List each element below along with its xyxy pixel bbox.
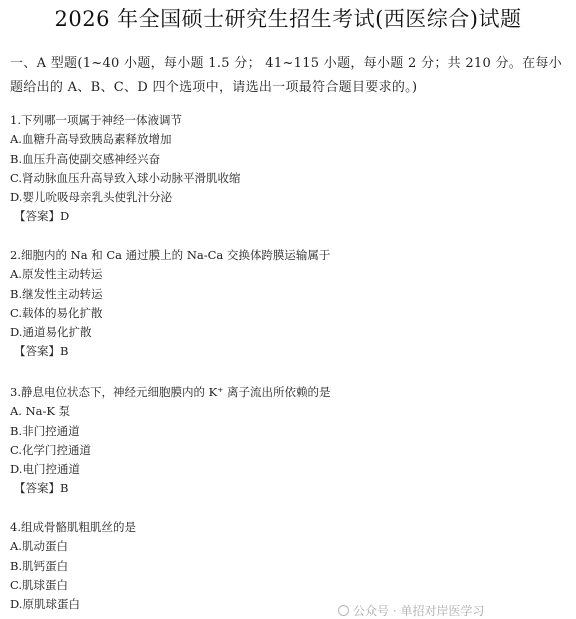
section-instructions: 一、A 型题(1~40 小题，每小题 1.5 分； 41~115 小题，每小题 2 分；共 210 分。在每小题给出的 A、B、C、D 四个选项中，请选出一项最符合题目要求的。) bbox=[10, 56, 562, 95]
question-stem: 4.组成骨骼肌粗肌丝的是 bbox=[10, 520, 136, 534]
option-d: D.通道易化扩散 bbox=[10, 325, 92, 340]
question-stem: 2.细胞内的 Na 和 Ca 通过膜上的 Na-Ca 交换体跨膜运输属于 bbox=[10, 248, 331, 262]
option-a: A. Na-K 泵 bbox=[10, 404, 71, 419]
watermark bbox=[338, 602, 484, 619]
question-stem: 3.静息电位状态下，神经元细胞膜内的 K⁺ 离子流出所依赖的是 bbox=[10, 385, 331, 399]
option-b: B.非门控通道 bbox=[10, 423, 80, 438]
question-2 bbox=[10, 246, 568, 362]
answer-label: 【答案】B bbox=[14, 344, 69, 359]
option-d: D.原肌球蛋白 bbox=[10, 597, 80, 612]
question-3 bbox=[10, 383, 568, 499]
question-1 bbox=[10, 111, 568, 227]
option-b: B.肌钙蛋白 bbox=[10, 558, 69, 573]
exam-title: 2026 年全国硕士研究生招生考试(西医综合)试题 bbox=[54, 7, 522, 31]
option-d: D.电门控通道 bbox=[10, 462, 80, 477]
watermark-text: 公众号 · 单招对岸医学习 bbox=[353, 604, 485, 618]
question-stem: 1.下列哪一项属于神经一体液调节 bbox=[10, 113, 182, 127]
option-c: C.肌球蛋白 bbox=[10, 577, 69, 592]
answer-label: 【答案】B bbox=[14, 481, 69, 496]
option-a: A.肌动蛋白 bbox=[10, 539, 68, 554]
option-c: C.化学门控通道 bbox=[10, 442, 92, 457]
option-d: D.婴儿吮吸母亲乳头使乳汁分泌 bbox=[10, 190, 172, 205]
question-4 bbox=[10, 518, 568, 614]
option-b: B.血压升高使副交感神经兴奋 bbox=[10, 151, 161, 166]
option-b: B.继发性主动转运 bbox=[10, 286, 103, 301]
option-a: A.原发性主动转运 bbox=[10, 267, 103, 282]
option-c: C.肾动脉血压升高导致入球小动脉平滑肌收缩 bbox=[10, 170, 241, 185]
option-a: A.血糖升高导致胰岛素释放增加 bbox=[10, 132, 172, 147]
option-c: C.载体的易化扩散 bbox=[10, 305, 103, 320]
wechat-icon bbox=[338, 605, 349, 616]
answer-label: 【答案】D bbox=[14, 209, 70, 224]
